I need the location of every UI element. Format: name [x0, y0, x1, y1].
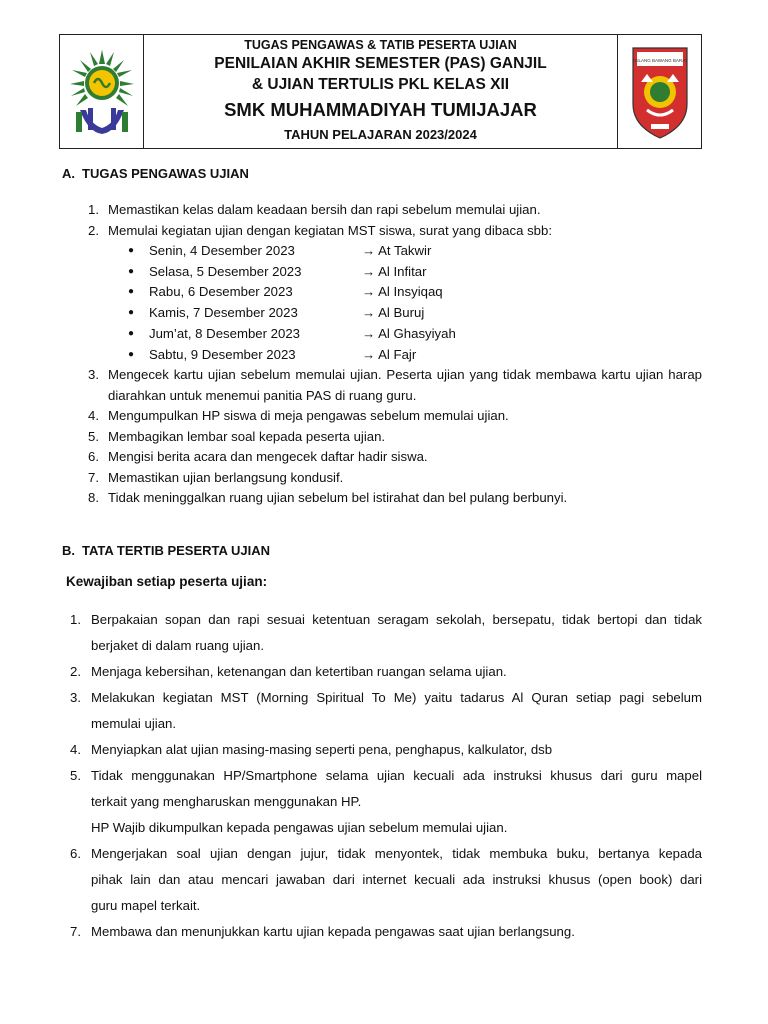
schedule-day: Rabu, 6 Desember 2023: [149, 284, 293, 300]
list-item: [70, 659, 702, 685]
list-item-line: Menjaga kebersihan, ketenangan dan ketertiban ruangan selama ujian.: [91, 664, 507, 679]
section-a-heading: [62, 166, 249, 181]
list-item: [88, 488, 702, 509]
header-line-2: PENILAIAN AKHIR SEMESTER (PAS) GANJIL: [214, 55, 547, 72]
list-item-line: pihak lain dan atau mencari jawaban dari internet kecuali ada instruksi khusus (open book) dari: [91, 872, 702, 887]
list-item-line: memulai ujian.: [91, 716, 177, 731]
schedule-day: Sabtu, 9 Desember 2023: [149, 346, 296, 362]
schedule-surah: → Al Buruj: [362, 305, 425, 321]
pengawas-task-list: [88, 200, 702, 509]
list-item-number: 5.: [70, 768, 81, 783]
regency-seal-icon: [629, 44, 691, 140]
mst-schedule-list: [128, 241, 702, 365]
list-item-number: 4.: [88, 408, 99, 424]
schedule-item: [128, 303, 702, 324]
list-item-text: Memastikan kelas dalam keadaan bersih dan rapi sebelum memulai ujian.: [108, 202, 541, 217]
list-item-text: Mengumpulkan HP siswa di meja pengawas sebelum memulai ujian.: [108, 408, 509, 424]
header-title-cell: [144, 35, 617, 148]
right-logo-cell: [617, 35, 701, 148]
list-item-number: 5.: [88, 428, 99, 444]
schedule-day: Selasa, 5 Desember 2023: [149, 263, 302, 279]
list-item-line: berjaket di dalam ruang ujian.: [91, 638, 265, 653]
bullet-icon: ●: [128, 245, 135, 256]
list-item: [70, 607, 702, 659]
section-b-letter: B.: [62, 543, 75, 558]
academic-year: TAHUN PELAJARAN 2023/2024: [284, 127, 477, 142]
list-item-line: terkait yang mengharuskan menggunakan HP.: [91, 794, 362, 809]
list-item-text: Memulai kegiatan ujian dengan kegiatan MST siswa, surat yang dibaca sbb:: [108, 222, 552, 238]
list-item: [70, 919, 702, 945]
list-item-line: Menyiapkan alat ujian masing-masing seperti pena, penghapus, kalkulator, dsb: [91, 742, 553, 757]
schedule-surah: → Al Fajr: [362, 346, 417, 362]
list-item: [70, 841, 702, 919]
list-item: [88, 365, 702, 406]
header-line-1: TUGAS PENGAWAS & TATIB PESERTA UJIAN: [244, 38, 517, 52]
schedule-day: Senin, 4 Desember 2023: [149, 243, 295, 258]
bullet-icon: ●: [128, 265, 135, 277]
schedule-item: [128, 241, 702, 262]
seal-caption: TULANG BAWANG BARAT: [631, 57, 688, 63]
bullet-icon: ●: [128, 327, 135, 339]
list-item-number: 7.: [88, 469, 99, 485]
schedule-item: [128, 324, 702, 345]
bullet-icon: ●: [128, 286, 135, 298]
muhammadiyah-logo-icon: [66, 46, 138, 138]
list-item-text: Tidak meninggalkan ruang ujian sebelum bel istirahat dan bel pulang berbunyi.: [108, 490, 568, 506]
list-item-number: 6.: [70, 846, 81, 861]
section-b-heading: [62, 543, 270, 558]
schedule-item: [128, 345, 702, 366]
section-a-title: TUGAS PENGAWAS UJIAN: [82, 166, 249, 181]
list-item-text: Mengisi berita acara dan mengecek daftar hadir siswa.: [108, 449, 428, 465]
schedule-item: [128, 262, 702, 283]
schedule-surah: → Al Insyiqaq: [362, 284, 443, 300]
bullet-icon: ●: [128, 348, 135, 360]
list-item-line: Tidak menggunakan HP/Smartphone selama ujian kecuali ada instruksi khusus dari guru mapel: [91, 768, 702, 783]
list-item-text: Mengecek kartu ujian sebelum memulai ujian. Peserta ujian yang tidak membawa kartu ujian harap diarahkan untuk menemui panitia PAS di ruang guru.: [108, 367, 702, 403]
list-item-line: guru mapel terkait.: [91, 898, 201, 913]
left-logo-cell: [60, 35, 144, 148]
schedule-surah: → Al Ghasyiyah: [362, 325, 456, 341]
list-item: [88, 427, 702, 448]
list-item-number: 1.: [70, 612, 81, 627]
list-item-number: 4.: [70, 742, 81, 757]
list-item-text: Membagikan lembar soal kepada peserta ujian.: [108, 428, 386, 444]
list-item-number: 7.: [70, 924, 81, 939]
list-item: [88, 200, 702, 221]
school-name: SMK MUHAMMADIYAH TUMIJAJAR: [224, 99, 537, 120]
rules-list: [70, 607, 702, 945]
list-item-line: Berpakaian sopan dan rapi sesuai ketentuan seragam sekolah, bersepatu, tidak bertopi dan tidak: [91, 612, 702, 627]
list-item: [70, 737, 702, 763]
schedule-day: Kamis, 7 Desember 2023: [149, 305, 298, 321]
list-item-number: 8.: [88, 490, 99, 506]
list-item-text: Memastikan ujian berlangsung kondusif.: [108, 469, 344, 485]
section-b-title: TATA TERTIB PESERTA UJIAN: [82, 543, 271, 558]
header-line-3: & UJIAN TERTULIS PKL KELAS XII: [251, 76, 510, 93]
list-item: [88, 447, 702, 468]
list-item-line: Mengerjakan soal ujian dengan jujur, tidak menyontek, tidak membuka buku, bertanya kepada: [91, 846, 702, 861]
list-item-number: 6.: [88, 449, 99, 465]
list-item: [88, 221, 702, 242]
list-item-line: HP Wajib dikumpulkan kepada pengawas ujian sebelum memulai ujian.: [91, 820, 508, 835]
schedule-surah: → At Takwir: [362, 243, 432, 258]
list-item-number: 2.: [70, 664, 81, 679]
list-item-number: 3.: [70, 690, 81, 705]
schedule-day: Jum’at, 8 Desember 2023: [149, 325, 300, 341]
obligations-subheading: Kewajiban setiap peserta ujian:: [66, 574, 268, 589]
list-item-line: Membawa dan menunjukkan kartu ujian kepada pengawas saat ujian berlangsung.: [91, 924, 575, 939]
header-table: [59, 34, 702, 149]
list-item-number: 1.: [88, 202, 99, 217]
list-item: [70, 685, 702, 737]
list-item: [88, 468, 702, 489]
list-item: [88, 406, 702, 427]
bullet-icon: ●: [128, 307, 135, 319]
list-item-number: 2.: [88, 222, 99, 238]
schedule-surah: → Al Infitar: [362, 263, 427, 279]
list-item-number: 3.: [88, 367, 99, 383]
list-item: [70, 763, 702, 841]
list-item-line: Melakukan kegiatan MST (Morning Spiritual To Me) yaitu tadarus Al Quran setiap pagi sebelum: [91, 690, 702, 705]
section-a-letter: A.: [62, 166, 75, 181]
schedule-item: [128, 282, 702, 303]
